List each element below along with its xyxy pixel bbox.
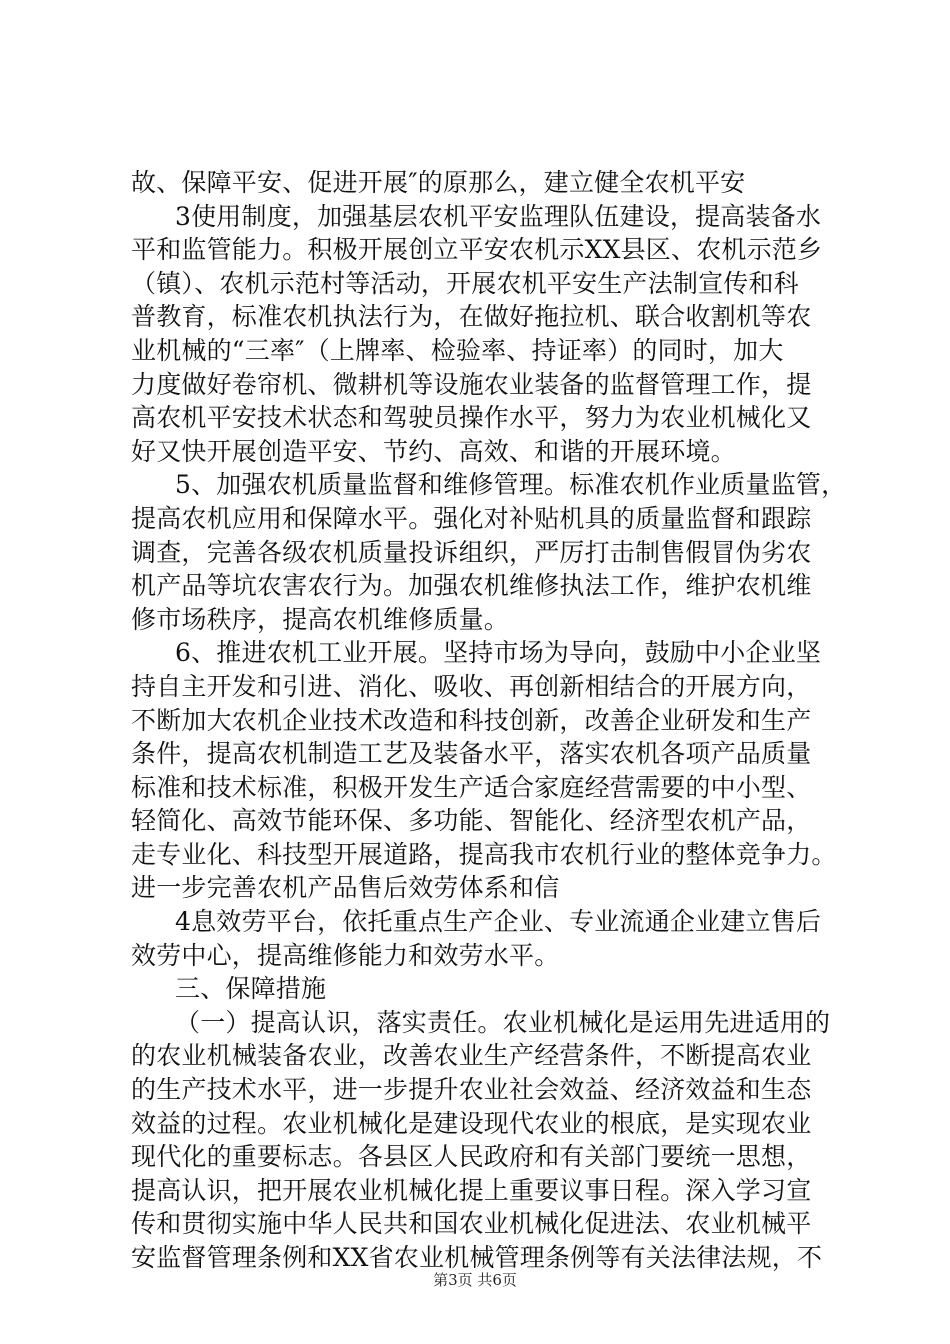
text-line: 传和贯彻实施中华人民共和国农业机械化促进法、农业机械平 — [131, 1209, 812, 1239]
page-footer: 第3页 共6页 — [433, 1271, 517, 1289]
text-line: 走专业化、科技型开展道路，提高我市农机行业的整体竞争力。 — [131, 839, 837, 869]
text-line: （镇）、农机示范村等活动，开展农机平安生产法制宣传和科 — [131, 268, 799, 298]
text-line: 故、保障平安、促进开展″的原那么，建立健全农机平安 — [131, 168, 746, 197]
text-line: 高农机平安技术状态和驾驶员操作水平，努力为农业机械化又 — [131, 403, 812, 433]
text-line: 5、加强农机质量监督和维修管理。标准农机作业质量监管， — [175, 470, 847, 500]
text-line: 现代化的重要标志。各县区人民政府和有关部门要统一思想， — [131, 1142, 812, 1172]
text-line: 三、保障措施 — [175, 974, 327, 1004]
text-line: 6、推进农机工业开展。坚持市场为导向，鼓励中小企业坚 — [175, 638, 822, 668]
text-line: 的农业机械装备农业，改善农业生产经营条件，不断提高农业 — [131, 1041, 812, 1071]
text-line: 效劳中心，提高维修能力和效劳水平。 — [131, 940, 560, 970]
text-line: 平和监管能力。积极开展创立平安农机示XX县区、农机示范乡 — [131, 235, 823, 265]
text-line: （一）提高认识，落实责任。农业机械化是运用先进适用的 — [175, 1007, 831, 1037]
text-line: 4息效劳平台，依托重点生产企业、专业流通企业建立售后 — [175, 907, 822, 937]
text-line: 提高农机应用和保障水平。强化对补贴机具的质量监督和跟踪 — [131, 503, 812, 533]
text-line: 不断加大农机企业技术改造和科技创新，改善企业研发和生产 — [131, 705, 812, 735]
text-line: 3使用制度，加强基层农机平安监理队伍建设，提高装备水 — [175, 201, 822, 231]
text-line: 好又快开展创造平安、节约、高效、和谐的开展环境。 — [131, 436, 736, 466]
text-line: 标准和技术标准，积极开发生产适合家庭经营需要的中小型、 — [131, 772, 812, 802]
text-line: 普教育，标准农机执法行为，在做好拖拉机、联合收割机等农 — [131, 302, 812, 332]
text-line: 业机械的“三率″（上牌率、检验率、持证率）的同时，加大 — [131, 335, 784, 365]
text-line: 力度做好卷帘机、微耕机等设施农业装备的监督管理工作，提 — [131, 369, 812, 399]
text-line: 机产品等坑农害农行为。加强农机维修执法工作，维护农机维 — [131, 571, 812, 601]
text-line: 效益的过程。农业机械化是建设现代农业的根底，是实现农业 — [131, 1108, 812, 1138]
text-line: 修市场秩序，提高农机维修质量。 — [131, 604, 510, 634]
text-line: 进一步完善农机产品售后效劳体系和信 — [131, 873, 560, 903]
text-line: 持自主开发和引进、消化、吸收、再创新相结合的开展方向， — [131, 671, 812, 701]
text-line: 轻简化、高效节能环保、多功能、智能化、经济型农机产品， — [131, 806, 812, 836]
text-line: 条件，提高农机制造工艺及装备水平，落实农机各项产品质量 — [131, 739, 812, 769]
text-line: 调查，完善各级农机质量投诉组织，严厉打击制售假冒伪劣农 — [131, 537, 812, 567]
text-line: 的生产技术水平，进一步提升农业社会效益、经济效益和生态 — [131, 1075, 812, 1105]
text-line: 提高认识，把开展农业机械化提上重要议事日程。深入学习宣 — [131, 1175, 812, 1205]
text-line: 安监督管理条例和XX省农业机械管理条例等有关法律法规，不 — [131, 1243, 823, 1272]
document-body — [131, 166, 847, 1275]
